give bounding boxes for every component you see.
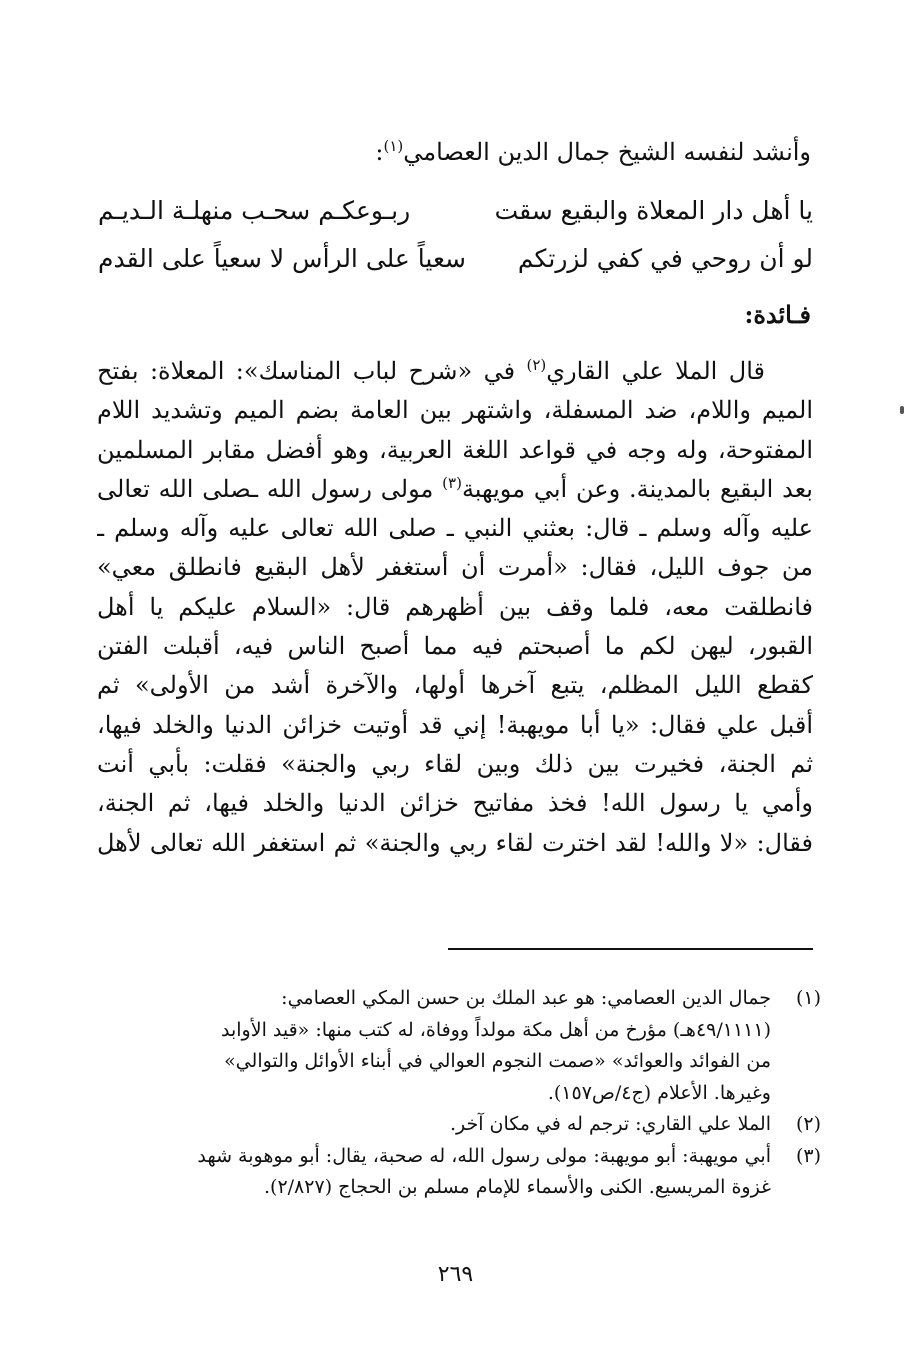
paragraph-line: كقطع الليل المظلم، يتبع آخرها أولها، والآخرة أشد من الأولى» ثم [97,671,813,700]
paragraph-line: أقبل علي فقال: «يا أبا مويهبة! إني قد أوتيت خزائن الدنيا والخلد فيها، [97,710,813,739]
verse-2-hemistich-1: لو أن روحي في كفي لزرتكم [517,244,813,273]
intro-line [100,132,811,172]
footnote-line: الملا علي القاري: ترجم له في مكان آخر. [449,1113,771,1135]
footnote-number: (٣) [795,1144,821,1167]
main-paragraph [97,352,813,863]
intro-end: : [375,138,384,166]
verse-line-1 [98,189,813,233]
paragraph-line [97,352,813,391]
page-number: ٢٦٩ [437,1262,474,1287]
verse-1-hemistich-2: ربـوعكـم سحـب منهلـة الـديـم [98,196,411,225]
section-heading: فـائدة: [744,300,811,329]
footnote-line: وغيرها. الأعلام (ج٤/ص١٥٧). [547,1081,771,1104]
footnote-ref-1[interactable]: (١) [383,137,404,155]
footnote-1 [91,983,821,1109]
paragraph-line: الميم واللام، ضد المسفلة، واشتهر بين العامة بضم الميم وتشديد اللام [97,396,813,425]
footnote-separator [448,948,813,950]
paragraph-line-rest: مولى رسول الله ـصلى الله تعالى [97,474,443,503]
footnote-3 [91,1141,821,1204]
paragraph-line: فانطلقت معه، فلما وقف بين أظهرهم قال: «السلام عليكم يا أهل [97,592,813,621]
paragraph-line: فقال: «لا والله! لقد اخترت لقاء ربي والجنة» ثم استغفر الله تعالى لأهل [97,828,813,857]
footnote-number: (٢) [795,1113,821,1135]
paragraph-line: وأمي يا رسول الله! فخذ مفاتيح خزائن الدنيا والخلد فيها، ثم الجنة، [97,789,813,818]
footnote-ref-3[interactable]: (٣) [442,473,462,492]
paragraph-line-rest: في «شرح لباب المناسك»: المعلاة: بفتح [97,357,527,385]
paragraph-line: القبور، ليهن لكم ما أصبحتم فيه مما أصبح الناس فيه، أقبلت الفتن [97,632,813,661]
verse-line-2 [98,237,813,281]
verse-1-hemistich-1: يا أهل دار المعلاة والبقيع سقت [494,196,813,225]
paragraph-line [97,470,813,509]
paragraph-line-text: بعد البقيع بالمدينة. وعن أبي مويهبة [461,474,813,503]
footnotes [91,983,821,1204]
verse-2-hemistich-2: سعياً على الرأس لا سعياً على القدم [98,244,466,273]
margin-mark [900,406,904,414]
footnote-line: من الفوائد والعوائد» «صمت النجوم العوالي في أبناء الأوائل والتوالي» [224,1050,771,1072]
footnote-line: أبي مويهبة: أبو مويهبة: مولى رسول الله، له صحبة، يقال: أبو موهوبة شهد [197,1144,771,1167]
footnote-2 [91,1109,821,1141]
paragraph-line: ثم الجنة، فخيرت بين ذلك وبين لقاء ربي والجنة» فقلت: بأبي أنت [97,749,813,778]
paragraph-line: من جوف الليل، فقال: «أمرت أن أستغفر لأهل البقيع فانطلق معي» [97,553,813,582]
paragraph-line: عليه وآله وسلم ـ قال: بعثني النبي ـ صلى الله تعالى عليه وآله وسلم ـ [97,514,813,543]
paragraph-line-text: قال الملا علي القاري [546,357,765,385]
footnote-line: غزوة المريسيع. الكنى والأسماء للإمام مسلم بن الحجاج (٢/٨٢٧). [264,1176,771,1198]
paragraph-line: المفتوحة، وله وجه في قواعد اللغة العربية، وهو أفضل مقابر المسلمين [97,435,813,464]
footnote-line: (٤٩/١١١١هـ) مؤرخ من أهل مكة مولداً ووفاة، له كتب منها: «قيد الأوابد [221,1018,771,1041]
footnote-number: (١) [795,987,821,1009]
footnote-ref-2[interactable]: (٢) [526,356,547,374]
intro-text: وأنشد لنفسه الشيخ جمال الدين العصامي [403,138,811,166]
footnote-line: جمال الدين العصامي: هو عبد الملك بن حسن المكي العصامي: [281,987,771,1009]
